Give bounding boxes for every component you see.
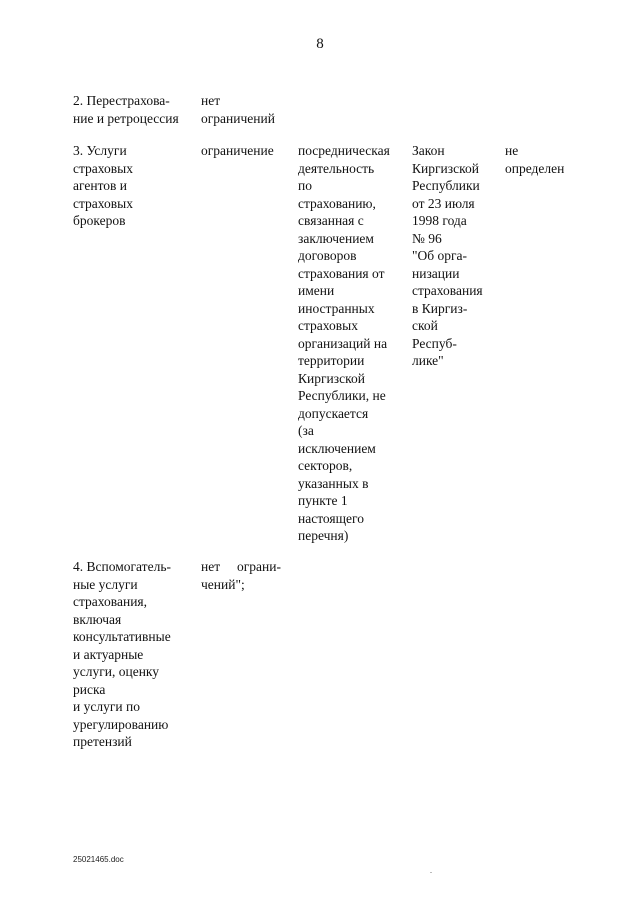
cell-line: секторов, bbox=[298, 458, 353, 473]
cell-line: (за bbox=[298, 423, 314, 438]
cell-line: заключением bbox=[298, 230, 374, 246]
cell-line: настоящего bbox=[298, 510, 364, 526]
cell-line: определен bbox=[505, 160, 565, 176]
cell-line: по bbox=[298, 178, 312, 193]
cell-line: страховых bbox=[73, 160, 133, 176]
cell-line: включая bbox=[73, 611, 122, 627]
cell-line: в Киргиз- bbox=[412, 300, 468, 316]
cell-line: риска bbox=[73, 681, 106, 697]
cell-line: брокеров bbox=[73, 213, 126, 228]
cell-line: услуги, оценку bbox=[73, 664, 160, 679]
cell-description bbox=[298, 142, 410, 545]
cell-line: допускается bbox=[298, 405, 369, 421]
cell-line: договоров bbox=[298, 248, 357, 263]
cell-line: Респуб- bbox=[412, 335, 457, 351]
cell-line: ской bbox=[412, 318, 438, 333]
cell-limitation-type bbox=[201, 92, 293, 127]
cell-line: пункте 1 bbox=[298, 493, 348, 508]
cell-line: страхования от bbox=[298, 265, 385, 281]
cell-line: урегулированию bbox=[73, 716, 169, 732]
cell-sector bbox=[73, 92, 198, 127]
cell-line: Республики, не bbox=[298, 388, 386, 403]
cell-line: страхованию, bbox=[298, 195, 376, 211]
cell-line: страхования, bbox=[73, 594, 148, 609]
cell-line: посредническая bbox=[298, 143, 390, 158]
cell-line: консультативные bbox=[73, 629, 171, 644]
cell-line: организаций на bbox=[298, 335, 388, 351]
cell-line: Киргизской bbox=[412, 160, 479, 176]
cell-line: "Об орга- bbox=[412, 248, 468, 263]
cell-line: перечня) bbox=[298, 528, 349, 543]
cell-line: 4. Вспомогатель- bbox=[73, 559, 171, 574]
cell-line: и услуги по bbox=[73, 699, 140, 714]
cell-line: от 23 июля bbox=[412, 195, 475, 211]
cell-line: 3. Услуги bbox=[73, 143, 127, 158]
cell-line: нет ограни- bbox=[201, 559, 281, 574]
cell-line: чений"; bbox=[201, 576, 245, 592]
cell-line: и актуарные bbox=[73, 646, 144, 662]
cell-line: претензий bbox=[73, 734, 132, 749]
cell-line: ные услуги bbox=[73, 576, 138, 592]
cell-line: агентов и bbox=[73, 178, 128, 193]
cell-deadline bbox=[505, 142, 585, 177]
footer-filename: 25021465.doc bbox=[73, 855, 124, 864]
cell-line: 1998 года bbox=[412, 213, 467, 228]
cell-line: ограничений bbox=[201, 110, 275, 126]
cell-line: исключением bbox=[298, 440, 376, 456]
cell-line: Киргизской bbox=[298, 370, 365, 386]
cell-line: страховых bbox=[73, 195, 133, 211]
cell-line: нет bbox=[201, 93, 221, 108]
cell-sector bbox=[73, 142, 198, 230]
cell-line: ограничение bbox=[201, 143, 274, 158]
cell-line: страховых bbox=[298, 318, 358, 333]
cell-sector bbox=[73, 558, 198, 751]
cell-line: страхования bbox=[412, 283, 483, 298]
cell-line: 2. Перестрахова- bbox=[73, 93, 170, 108]
cell-line: указанных в bbox=[298, 475, 369, 491]
cell-line: не bbox=[505, 143, 519, 158]
cell-limitation-type bbox=[201, 558, 289, 593]
cell-line: лике" bbox=[412, 353, 444, 368]
cell-line: иностранных bbox=[298, 300, 375, 316]
cell-line: ние и ретроцессия bbox=[73, 110, 179, 126]
scan-speck bbox=[430, 872, 432, 873]
cell-line: связанная с bbox=[298, 213, 364, 228]
page-number: 8 bbox=[316, 36, 324, 52]
cell-line: Республики bbox=[412, 178, 480, 193]
cell-law bbox=[412, 142, 500, 370]
cell-limitation-type bbox=[201, 142, 293, 160]
cell-line: имени bbox=[298, 283, 335, 298]
cell-line: территории bbox=[298, 353, 365, 368]
cell-line: низации bbox=[412, 265, 460, 281]
cell-line: Закон bbox=[412, 143, 445, 158]
cell-line: деятельность bbox=[298, 160, 375, 176]
cell-line: № 96 bbox=[412, 230, 442, 246]
